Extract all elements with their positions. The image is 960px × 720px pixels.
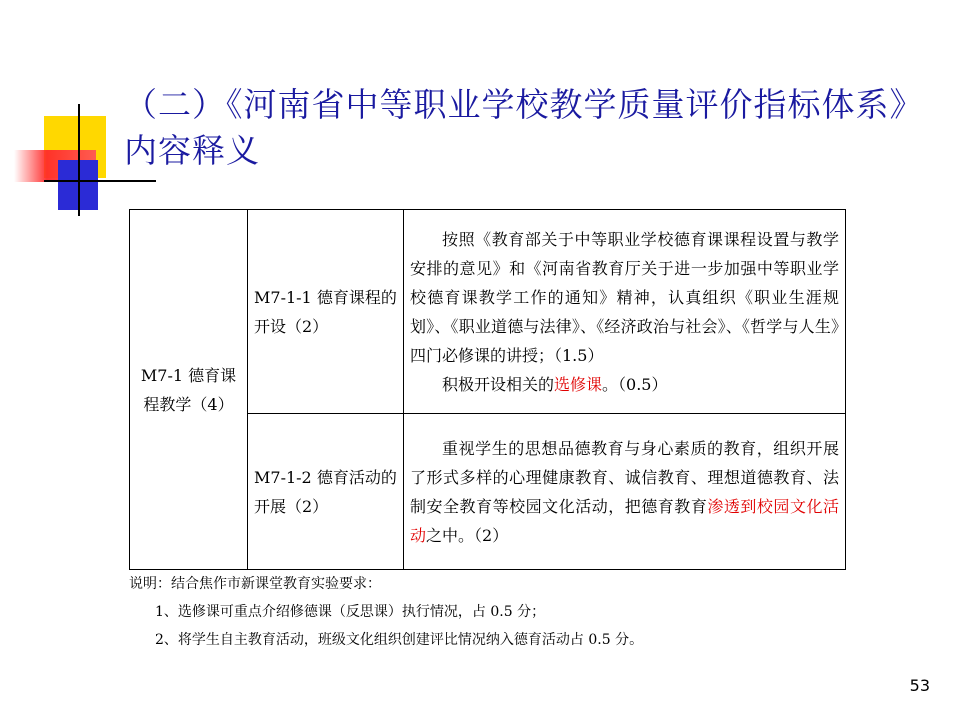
category-cell: M7-1 德育课程教学（4）: [130, 210, 248, 570]
notes-section: [129, 570, 643, 654]
item-cell: M7-1-1 德育课程的开设（2）: [248, 210, 404, 414]
slide-title: （二）《河南省中等职业学校教学质量评价指标体系》内容释义: [124, 85, 924, 170]
highlighted-text: 渗透到校园文化活动: [410, 496, 839, 545]
description-paragraph: [410, 370, 839, 399]
description-text: 。（0.5）: [602, 374, 668, 394]
note-item: 2、将学生自主教育活动，班级文化组织创建评比情况纳入德育活动占 0.5 分。: [155, 632, 644, 648]
description-text: 之中。（2）: [426, 525, 509, 545]
highlighted-text: 选修课: [554, 374, 603, 394]
description-cell: [404, 210, 846, 414]
description-text: 积极开设相关的: [442, 374, 555, 394]
description-cell: [404, 414, 846, 570]
description-text: 重视学生的思想品德教育与身心素质的教育，组织开展了形式多样的心理健康教育、诚信教育、理想道德教育、法制安全教育等校园文化活动，把德育教育: [410, 438, 839, 516]
table-row: [130, 210, 846, 414]
notes-heading: 说明：结合焦作市新课堂教育实验要求：: [129, 576, 381, 592]
description-paragraph: [410, 434, 839, 550]
decorative-vertical-line: [78, 104, 80, 216]
decorative-horizontal-line: [44, 180, 156, 182]
note-item: 1、选修课可重点介绍修德课（反思课）执行情况，占 0.5 分；: [155, 604, 546, 620]
item-cell: M7-1-2 德育活动的开展（2）: [248, 414, 404, 570]
criteria-table: [129, 209, 846, 570]
description-paragraph: 按照《教育部关于中等职业学校德育课课程设置与教学安排的意见》和《河南省教育厅关于进一步加强中等职业学校德育课教学工作的通知》精神，认真组织《职业生涯规划》、《职业道德与法律》、《经济政治与社会》、《哲学与人生》四门必修课的讲授；（1.5）: [410, 229, 839, 365]
page-number: 53: [909, 676, 930, 695]
